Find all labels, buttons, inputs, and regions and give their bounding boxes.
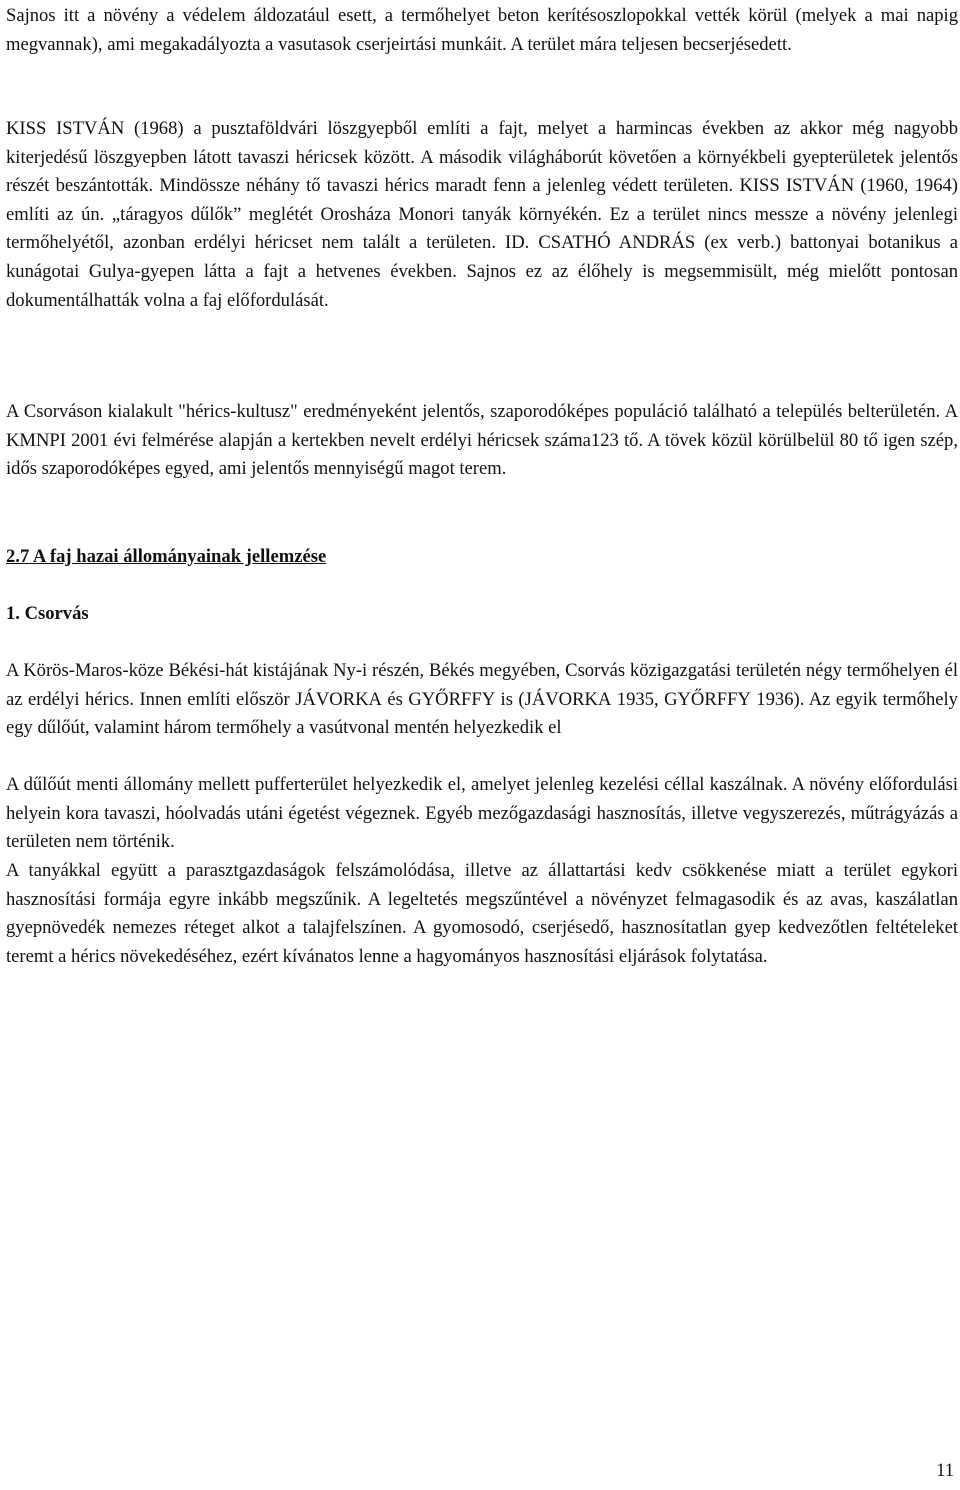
author-name: KISS ISTVÁN <box>739 175 855 197</box>
page-number: 11 <box>936 1460 954 1481</box>
paragraph-location <box>6 657 958 743</box>
author-name: ID. CSATHÓ ANDRÁS <box>505 232 696 254</box>
subsection-heading: 1. Csorvás <box>6 603 89 624</box>
author-name: GYŐRFFY <box>408 688 496 710</box>
author-name: KISS ISTVÁN <box>6 118 125 139</box>
paragraph-management: A dűlőút menti állomány mellett pufferterület helyezkedik el, amelyet jelenleg kezelési céllal kaszálnak. A növény előfordulási helyein kora tavaszi, hóolvadás utáni égetést végeznek. Egyéb mezőgazdasági hasznosítás, illetve vegyszerezés, műtrágyázás a területen nem történik. <box>6 774 958 853</box>
paragraph-text: (ex verb.) battonyai botanikus a kunágotai Gulya-gyepen látta a fajt a hetvenes években. Sajnos ez az élőhely is megsemmisült, még mielőtt pontosan dokumentálhatták volna a faj előfordulását. <box>6 232 958 311</box>
paragraph-csorvas-cult: A Csorváson kialakult "hérics-kultusz" eredményeként jelentős, szaporodóképes populáció található a település belterületén. A KMNPI 2001 évi felmérése alapján a kertekben nevelt erdélyi héricsek száma123 tő. A tövek közül körülbelül 80 tő igen szép, idős szaporodóképes egyed, ami jelentős mennyiségű magot terem. <box>6 401 958 480</box>
paragraph-text: is ( <box>495 688 525 710</box>
paragraph-kiss-istvan <box>6 115 958 315</box>
paragraph-text: 1936). Az egyik termőhely egy dűlőút, valamint három termőhely a vasútvonal mentén helyezkedik el <box>6 688 958 739</box>
paragraph-intro: Sajnos itt a növény a védelem áldozatául esett, a termőhelyet beton kerítésoszlopokkal vették körül (melyek a mai napig megvannak), ami megakadályozta a vasutasok cserjeirtási munkáit. A terület mára teljesen becserjésedett. <box>6 5 958 55</box>
paragraph-text: és <box>381 688 409 710</box>
paragraph-text: 1935, <box>611 688 665 710</box>
author-name: GYŐRFFY <box>664 688 751 710</box>
paragraph-decline: A tanyákkal együtt a parasztgazdaságok felszámolódása, illetve az állattartási kedv csökkenése miatt a terület egykori hasznosítási formája egyre inkább megszűnik. A legeltetés megszűntével a növényzet felmagasodik és az avas, kaszálatlan gyepnövedék nemezes réteget alkot a talajfelszínen. A gyomosodó, cserjésedő, hasznosítatlan gyep kedvezőtlen feltételeket teremt a hérics növekedéséhez, ezért kívánatos lenne a hagyományos hasznosítási eljárások folytatása. <box>6 860 958 967</box>
author-name: JÁVORKA <box>295 688 382 710</box>
section-heading: 2.7 A faj hazai állományainak jellemzése <box>6 546 327 567</box>
author-name: JÁVORKA <box>524 688 612 710</box>
paragraph-text: (1968) a pusztaföldvári löszgyepből említi a fajt, melyet a harmincas években az akkor még nagyobb kiterjedésű löszgyepben látott tavaszi héricsek között. A második világháborút követően a környékbeli gyepterületek jelentős részét beszántották. Mindössze néhány tő tavaszi hérics maradt fenn a jelenleg védett területen. <box>6 118 958 197</box>
paragraph-text: A Körös-Maros-köze Békési-hát kistájának Ny-i részén, Békés megyében, Csorvás közigazgatási területén négy termőhelyen él az erdélyi hérics. Innen említi először <box>6 660 958 710</box>
paragraph-text: (1960, 1964) említi az ún. „táragyos dűlők” meglétét Orosháza Monori tanyák környékén. Ez a terület nincs messze a növény jelenlegi termőhelyétől, azonban erdélyi héricset nem talált a területen. <box>6 175 958 254</box>
